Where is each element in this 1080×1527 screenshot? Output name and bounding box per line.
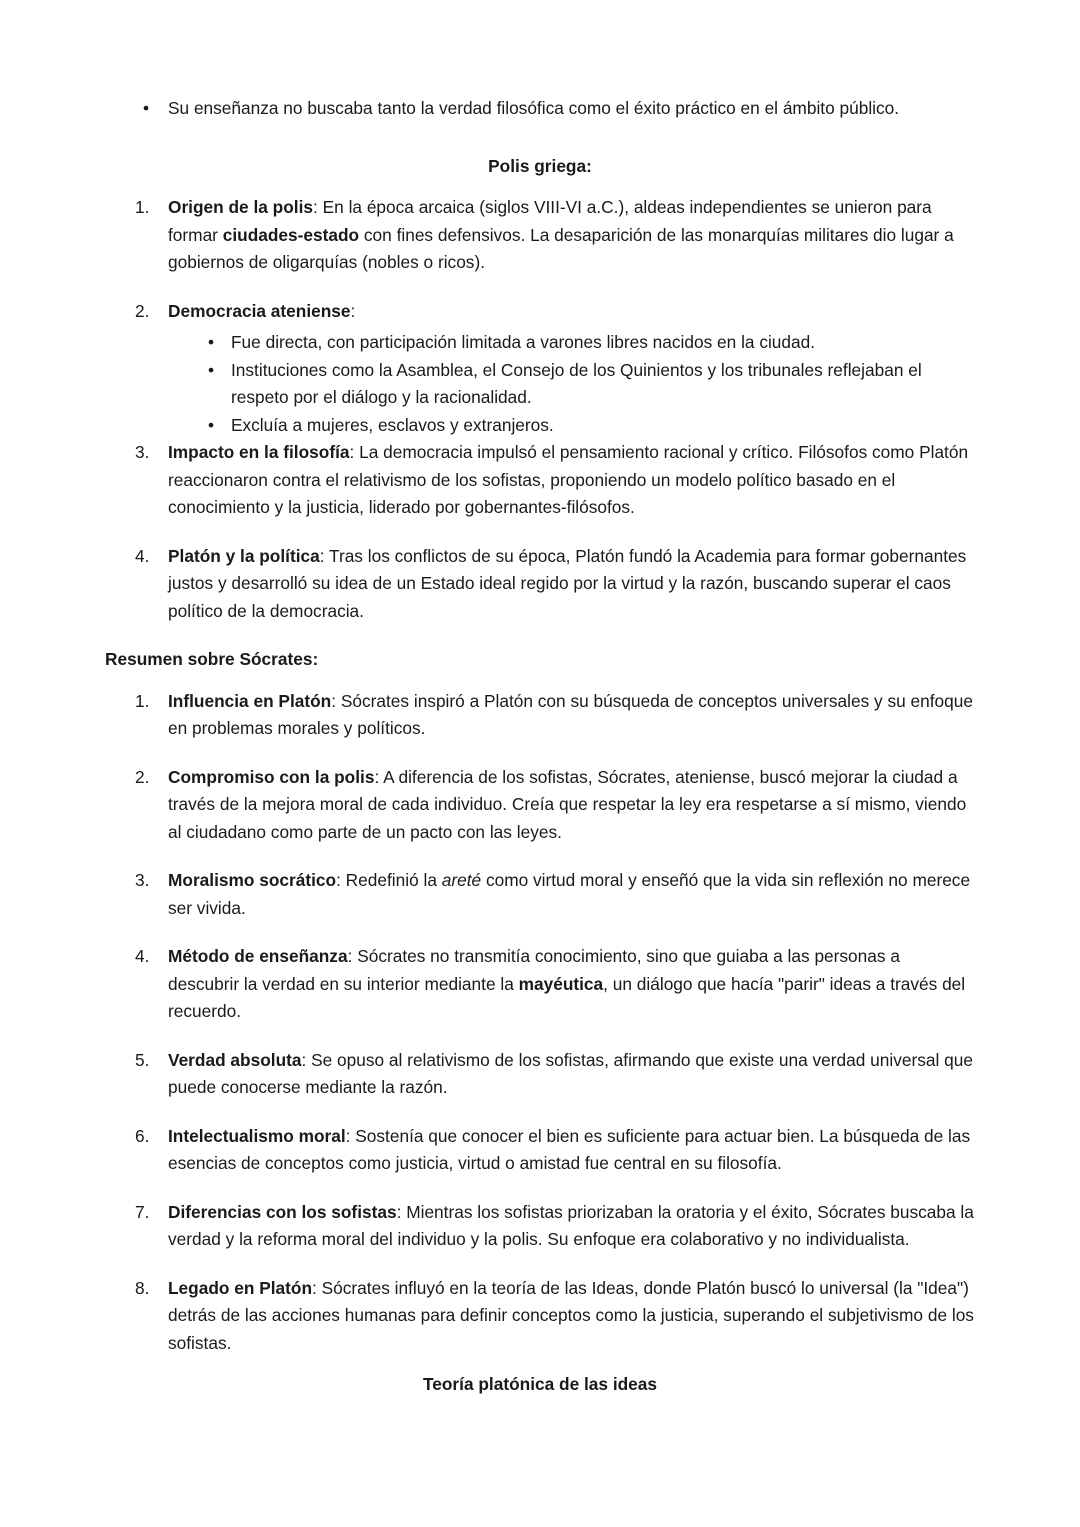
item-term: Influencia en Platón	[168, 690, 332, 711]
spacer	[105, 123, 975, 153]
item-term: Impacto en la filosofía	[168, 442, 350, 462]
list-item	[105, 1123, 975, 1178]
list-item	[105, 867, 975, 922]
item-term: Diferencias con los sofistas	[168, 1201, 397, 1222]
democracia-subbullet-list	[168, 329, 975, 439]
item-text: La democracia impulsó el pensamiento racional y crítico. Filósofos como Platón reaccionaron contra el relativismo de los sofistas, proponiendo un modelo político basado en el conocimiento y la justicia, liderado por gobernantes-filósofos.	[168, 442, 969, 517]
item-term: Platón y la política	[168, 545, 320, 566]
item-term: Compromiso con la polis	[168, 766, 375, 787]
item-term: Origen de la polis	[168, 197, 314, 217]
item-term: Democracia ateniense	[168, 300, 351, 321]
item-text: Se opuso al relativismo de los sofistas, afirmando que existe una verdad universal que puede conocerse mediante la razón.	[168, 1049, 973, 1097]
item-separator: :	[336, 870, 346, 890]
item-separator: :	[349, 442, 360, 462]
socrates-numbered-list	[105, 688, 975, 1358]
item-separator: :	[331, 690, 341, 711]
item-separator: :	[312, 1277, 322, 1298]
list-item	[105, 1047, 975, 1102]
subitem-text: Instituciones como la Asamblea, el Consejo de los Quinientos y los tribunales reflejaban el respeto por el diálogo y la racionalidad.	[231, 359, 922, 407]
item-term: Verdad absoluta	[168, 1049, 302, 1070]
item-text-cont: con fines defensivos. La desaparición de las monarquías militares dio lugar a gobiernos de oligarquías (nobles o ricos).	[168, 224, 954, 272]
list-item	[105, 1275, 975, 1358]
item-separator: :	[345, 1125, 356, 1146]
document-body	[105, 95, 975, 1399]
intro-bullet-list	[105, 95, 975, 123]
item-text-cont: , un diálogo que hacía "parir" ideas a través del recuerdo.	[168, 973, 966, 1021]
list-item	[105, 298, 975, 440]
item-text: Redefinió la	[345, 870, 442, 890]
list-item	[168, 329, 975, 357]
item-text: En la época arcaica (siglos VIII-VI a.C.), aldeas independientes se unieron para formar	[168, 197, 932, 245]
socrates-section-heading: Resumen sobre Sócrates:	[105, 649, 319, 669]
item-text: Tras los conflictos de su época, Platón fundó la Academia para formar gobernantes justos y desarrolló su idea de un Estado ideal regido por la virtud y la razón, buscando superar el caos político de la democracia.	[168, 545, 967, 621]
item-text: Sócrates influyó en la teoría de las Ideas, donde Platón buscó lo universal (la "Idea") detrás de las acciones humanas para definir conceptos como la justicia, superando el subjetivismo de los sofistas.	[168, 1277, 974, 1353]
polis-numbered-list	[105, 194, 975, 625]
intro-bullet-text: Su enseñanza no buscaba tanto la verdad filosófica como el éxito práctico en el ámbito público.	[168, 98, 900, 118]
item-text: Sócrates no transmitía conocimiento, sino que guiaba a las personas a descubrir la verdad en su interior mediante la	[168, 946, 900, 994]
item-italic-inline: areté	[441, 870, 482, 890]
list-item	[105, 194, 975, 277]
item-bold-inline: ciudades-estado	[222, 224, 360, 245]
item-text-cont: como virtud moral y enseñó que la vida sin reflexión no merece ser vivida.	[168, 870, 971, 918]
list-item	[168, 412, 975, 440]
teoria-platonica-heading: Teoría platónica de las ideas	[422, 1374, 658, 1394]
list-item	[105, 95, 975, 123]
subitem-text: Fue directa, con participación limitada a varones libres nacidos en la ciudad.	[231, 332, 816, 352]
item-bold-inline: mayéutica	[518, 973, 604, 994]
item-term: Moralismo socrático	[168, 870, 337, 890]
list-item	[105, 764, 975, 847]
item-separator: :	[313, 197, 323, 217]
item-separator: :	[347, 946, 358, 966]
item-separator: :	[319, 545, 330, 566]
list-item	[105, 688, 975, 743]
spacer	[105, 625, 975, 646]
item-term: Método de enseñanza	[168, 946, 348, 966]
item-separator: :	[396, 1201, 407, 1222]
item-text: Sócrates inspiró a Platón con su búsqueda de conceptos universales y su enfoque en problemas morales y políticos.	[168, 690, 973, 738]
item-text: Mientras los sofistas priorizaban la oratoria y el éxito, Sócrates buscaba la verdad y la reforma moral del individuo y la polis. Su enfoque era colaborativo y no individualista.	[168, 1201, 974, 1249]
item-separator: :	[301, 1049, 312, 1070]
item-term: Legado en Platón	[168, 1277, 313, 1298]
item-separator: :	[350, 300, 356, 321]
spacer	[105, 180, 975, 194]
list-item	[105, 543, 975, 626]
list-item	[105, 1199, 975, 1254]
spacer	[105, 674, 975, 688]
item-separator: :	[374, 766, 384, 787]
list-item	[105, 943, 975, 1026]
item-text: Sostenía que conocer el bien es suficiente para actuar bien. La búsqueda de las esencias de conceptos como justicia, virtud o amistad fue central en su filosofía.	[168, 1125, 971, 1173]
subitem-text: Excluía a mujeres, esclavos y extranjeros.	[231, 414, 554, 435]
spacer	[105, 1357, 975, 1371]
item-term: Intelectualismo moral	[168, 1125, 346, 1146]
polis-section-heading: Polis griega:	[488, 155, 592, 176]
item-text: A diferencia de los sofistas, Sócrates, ateniense, buscó mejorar la ciudad a través de la mejora moral de cada individuo. Creía que respetar la ley era respetarse a sí mismo, viendo al ciudadano como parte de un pacto con las leyes.	[168, 766, 967, 842]
list-item	[105, 439, 975, 522]
list-item	[168, 357, 975, 412]
